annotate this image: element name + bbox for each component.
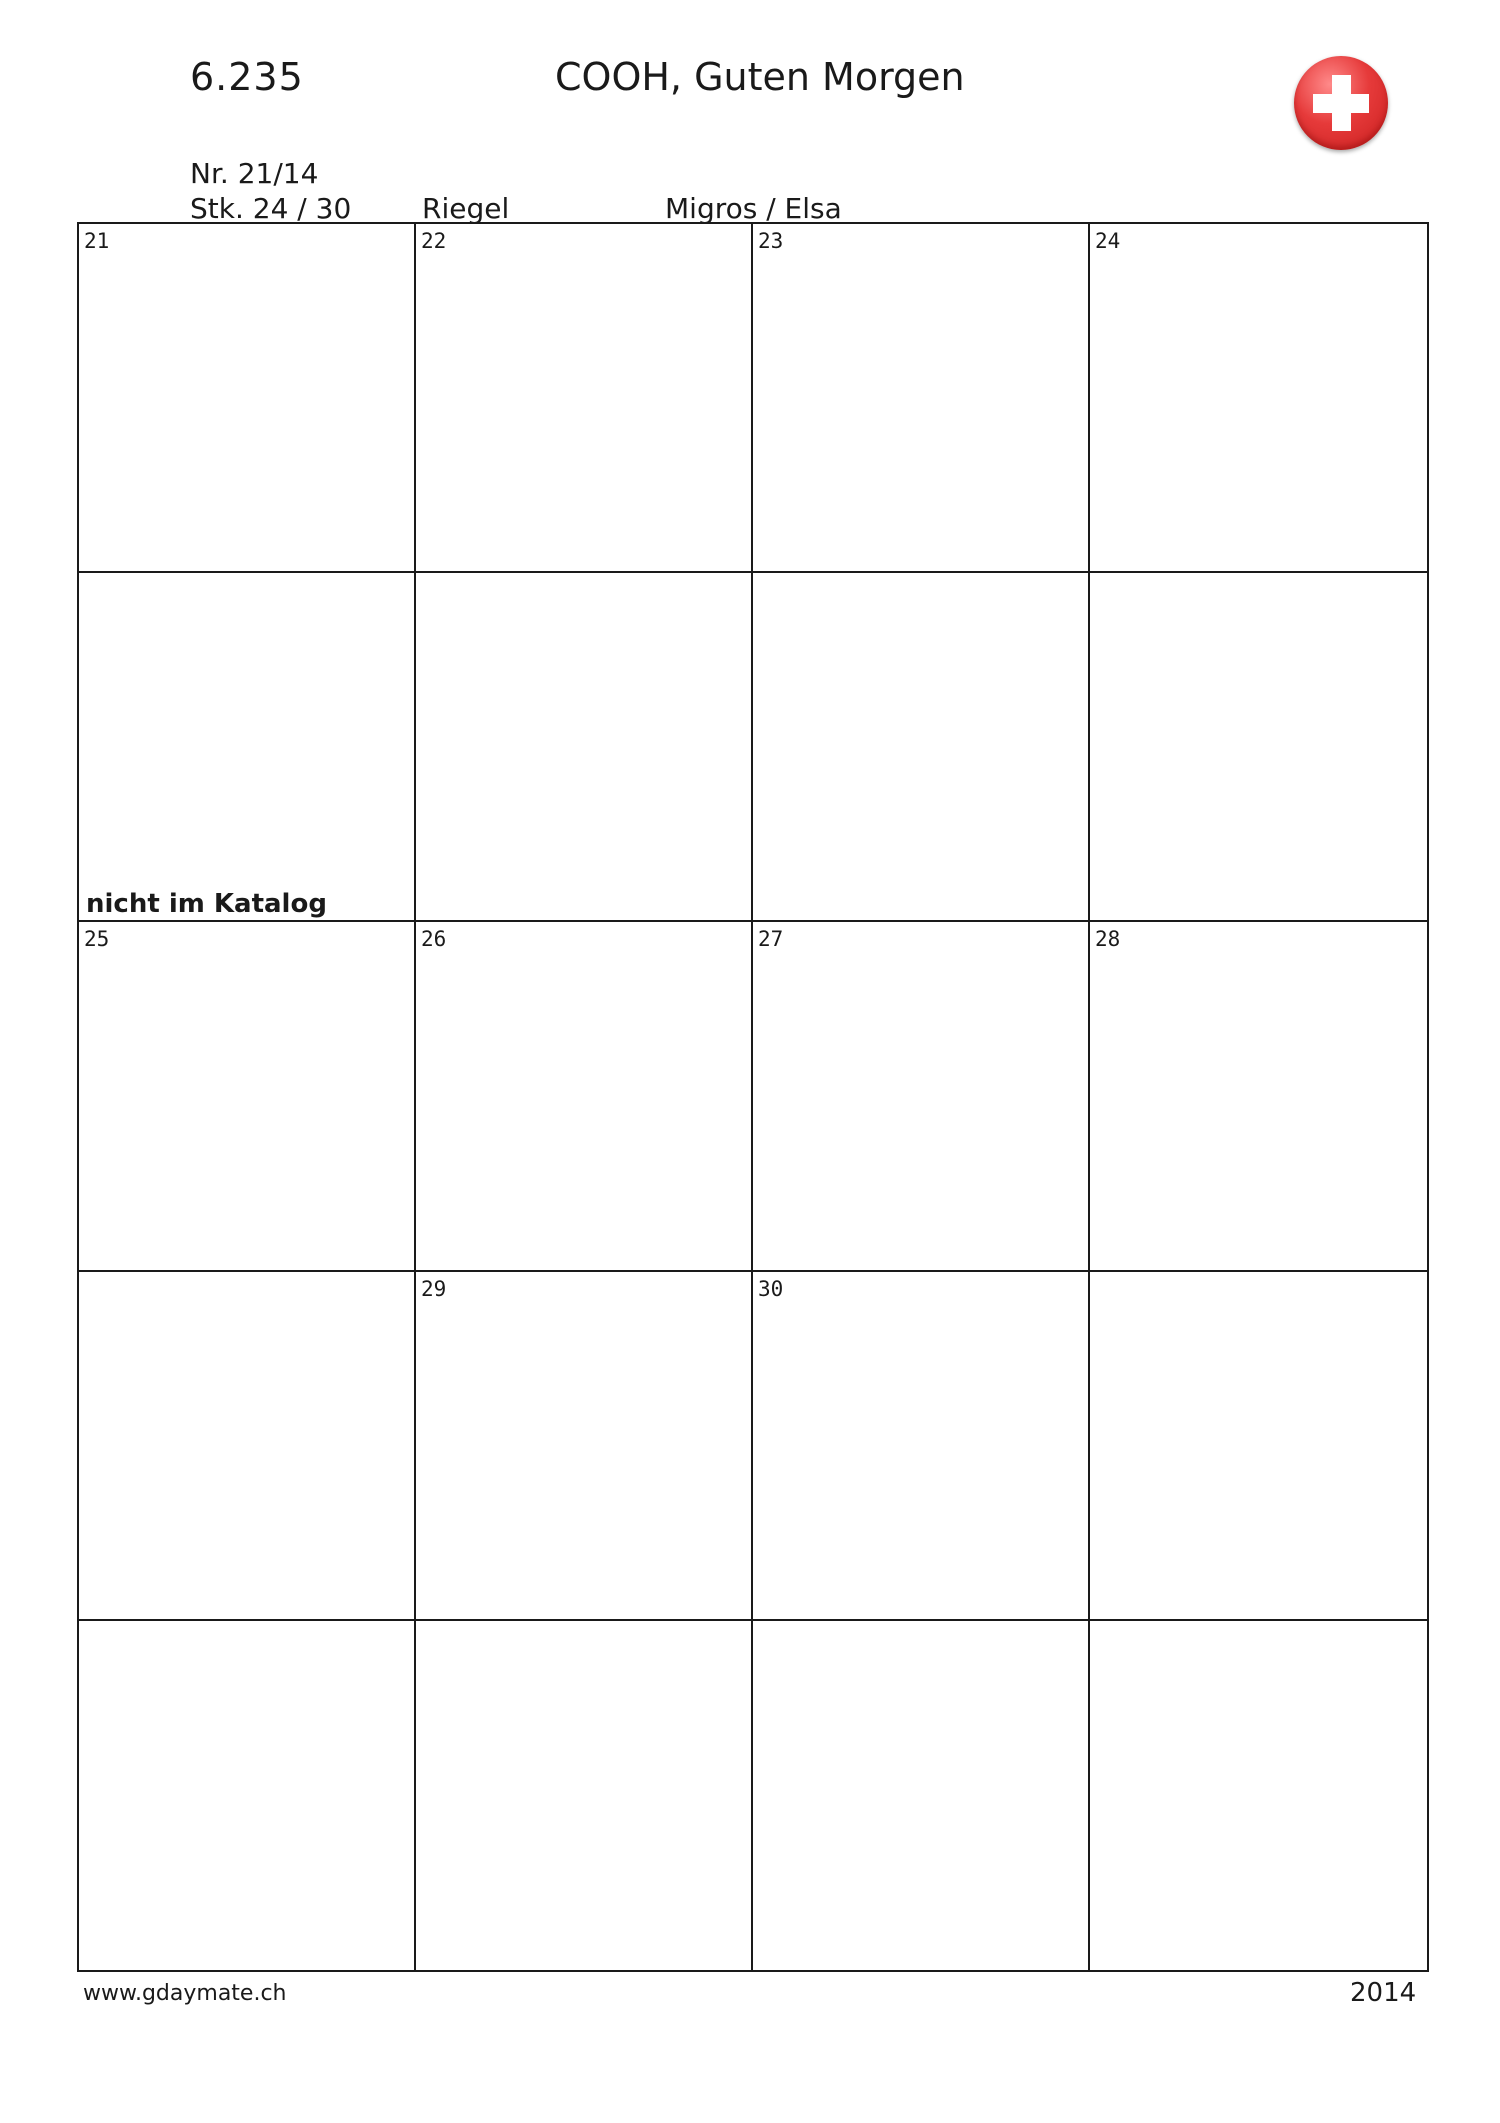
page-title: COOH, Guten Morgen bbox=[555, 55, 965, 99]
cell-number: 29 bbox=[421, 1276, 447, 1301]
swiss-flag-icon bbox=[1294, 56, 1388, 150]
cell-number: 24 bbox=[1095, 229, 1121, 253]
grid-cell bbox=[1090, 1272, 1427, 1621]
grid-cell bbox=[1090, 224, 1427, 573]
grid-cell bbox=[753, 1272, 1090, 1621]
cell-number: 30 bbox=[758, 1276, 784, 1301]
grid-cell bbox=[753, 1621, 1090, 1970]
catalog-number: 6.235 bbox=[190, 55, 304, 99]
grid-cell bbox=[1090, 922, 1427, 1271]
piece-count: Stk. 24 / 30 bbox=[190, 192, 352, 225]
grid-cell bbox=[1090, 1621, 1427, 1970]
issue-number: Nr. 21/14 bbox=[190, 157, 319, 190]
cell-number: 21 bbox=[84, 229, 110, 253]
collection-grid bbox=[77, 222, 1429, 1972]
cell-number: 25 bbox=[84, 927, 110, 952]
cell-number: 22 bbox=[421, 229, 447, 253]
grid-cell bbox=[753, 573, 1090, 922]
grid-cell bbox=[416, 573, 753, 922]
grid-cell bbox=[79, 224, 416, 573]
grid-cell bbox=[1090, 573, 1427, 922]
cell-note: nicht im Katalog bbox=[86, 889, 327, 920]
grid-cell bbox=[416, 224, 753, 573]
grid-cell bbox=[79, 1272, 416, 1621]
grid-cell bbox=[416, 1621, 753, 1970]
footer-year: 2014 bbox=[1350, 1978, 1417, 2008]
item-type: Riegel bbox=[422, 192, 510, 225]
grid-cell bbox=[416, 922, 753, 1271]
grid-cell bbox=[416, 1272, 753, 1621]
cell-number: 23 bbox=[758, 229, 784, 253]
grid-cell bbox=[79, 573, 416, 922]
cell-number: 26 bbox=[421, 927, 447, 952]
grid-cell bbox=[79, 1621, 416, 1970]
grid-cell bbox=[753, 922, 1090, 1271]
cell-number: 27 bbox=[758, 927, 784, 952]
item-source: Migros / Elsa bbox=[665, 192, 842, 225]
footer-website: www.gdaymate.ch bbox=[83, 1981, 287, 2006]
grid-cell bbox=[79, 922, 416, 1271]
cell-number: 28 bbox=[1095, 927, 1121, 952]
grid-cell bbox=[753, 224, 1090, 573]
